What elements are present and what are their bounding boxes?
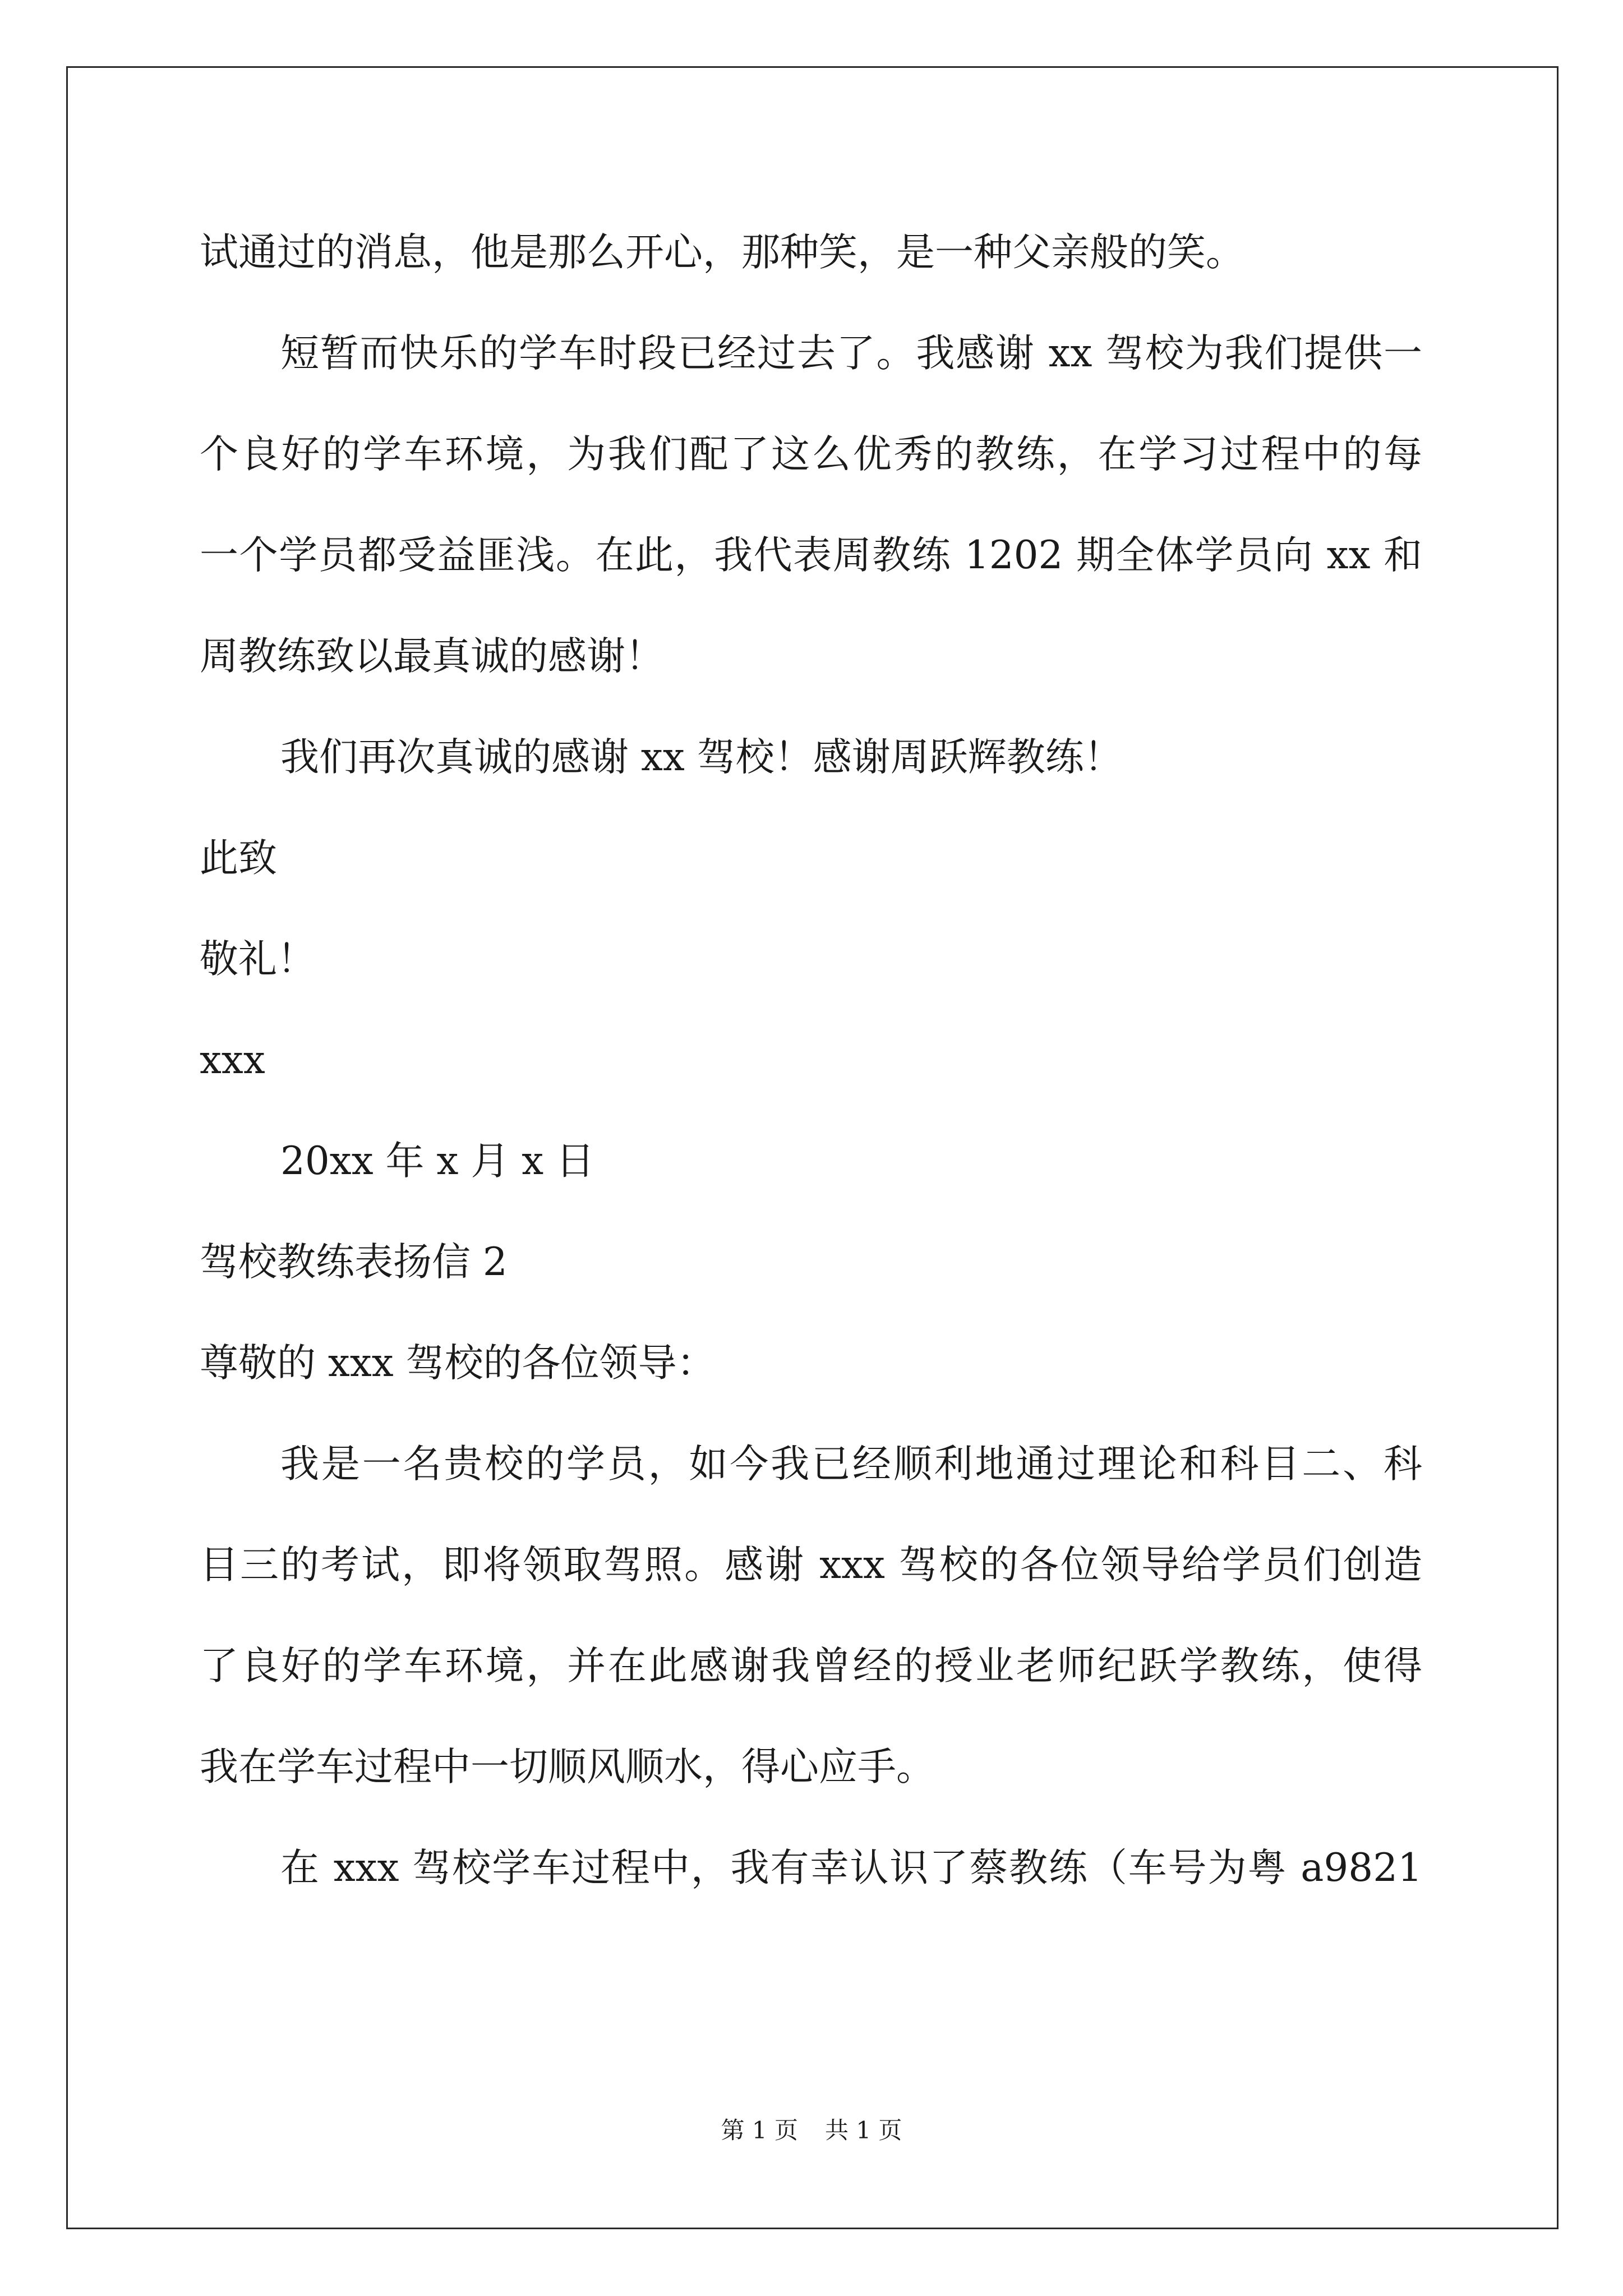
- closing-regards: 敬礼！: [200, 937, 316, 982]
- paragraph-line: 在 xxx 驾校学车过程中，我有幸认识了蔡教练（车号为粤 a9821: [280, 1846, 1422, 1890]
- paragraph-line: 我是一名贵校的学员，如今我已经顺利地通过理论和科目二、科: [280, 1442, 1422, 1487]
- page-number: 第 1 页: [721, 2116, 798, 2144]
- paragraph-line: 目三的考试，即将领取驾照。感谢 xxx 驾校的各位领导给学员们创造: [200, 1543, 1422, 1588]
- page-footer: [0, 2112, 1623, 2146]
- paragraph-line: 我们再次真诚的感谢 xx 驾校！感谢周跃辉教练！: [280, 735, 1123, 780]
- paragraph-line: 了良好的学车环境，并在此感谢我曾经的授业老师纪跃学教练，使得: [200, 1644, 1422, 1688]
- paragraph-line: 我在学车过程中一切顺风顺水，得心应手。: [200, 1745, 935, 1789]
- paragraph-line: 个良好的学车环境，为我们配了这么优秀的教练，在学习过程中的每: [200, 432, 1422, 477]
- paragraph-line: 一个学员都受益匪浅。在此，我代表周教练 1202 期全体学员向 xx 和: [200, 533, 1422, 578]
- signature: xxx: [200, 1038, 265, 1083]
- paragraph-line: 周教练致以最真诚的感谢！: [200, 634, 664, 679]
- page-total: 共 1 页: [825, 2116, 902, 2144]
- paragraph-line: 试通过的消息，他是那么开心，那种笑，是一种父亲般的笑。: [200, 230, 1244, 275]
- paragraph-line: 短暂而快乐的学车时段已经过去了。我感谢 xx 驾校为我们提供一: [280, 331, 1422, 376]
- section-title: 驾校教练表扬信 2: [200, 1240, 508, 1285]
- date: 20xx 年 x 月 x 日: [280, 1139, 595, 1184]
- greeting: 尊敬的 xxx 驾校的各位领导：: [200, 1341, 716, 1386]
- closing-salutation: 此致: [200, 836, 277, 881]
